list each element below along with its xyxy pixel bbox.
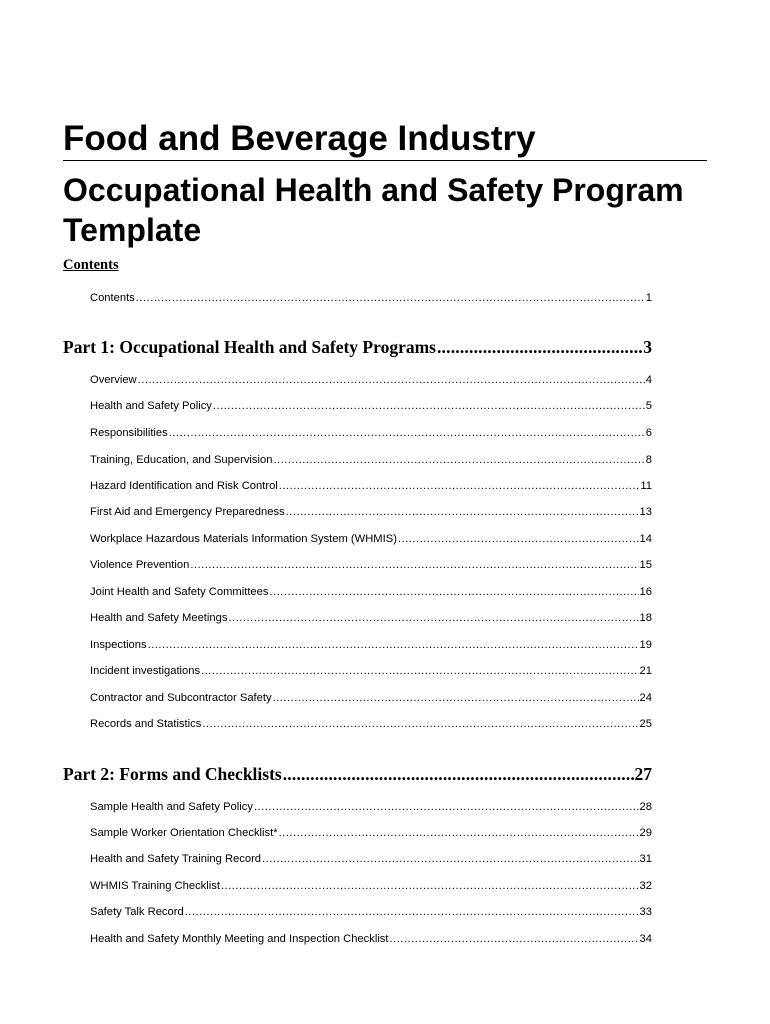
toc-entry[interactable] <box>90 586 652 598</box>
toc-page-number: 25 <box>639 718 652 730</box>
toc-leader-dots <box>190 559 638 571</box>
toc-entry[interactable] <box>90 506 652 518</box>
toc-page-number: 6 <box>645 427 652 439</box>
toc-entry-label: Safety Talk Record <box>90 906 184 918</box>
toc-entry-label: Records and Statistics <box>90 718 202 730</box>
toc-leader-dots <box>136 292 645 304</box>
toc-entry[interactable] <box>90 559 652 571</box>
toc-leader-dots <box>273 692 639 704</box>
toc-leader-dots <box>213 400 645 412</box>
toc-leader-dots <box>437 337 642 358</box>
toc-entry-label: Sample Worker Orientation Checklist* <box>90 827 278 839</box>
toc-page-number: 4 <box>645 374 652 386</box>
toc-leader-dots <box>262 853 639 865</box>
toc-part-label: Part 2: Forms and Checklists <box>63 764 282 784</box>
toc-entry-label: WHMIS Training Checklist <box>90 880 220 892</box>
toc-part-1[interactable] <box>63 337 652 358</box>
toc-entry[interactable] <box>90 427 652 439</box>
toc-entry-label: Training, Education, and Supervision <box>90 454 273 466</box>
toc-entry[interactable] <box>90 933 652 945</box>
toc-page-number: 21 <box>639 665 652 677</box>
contents-heading: Contents <box>63 257 119 273</box>
toc-entry-label: First Aid and Emergency Preparedness <box>90 506 285 518</box>
toc-entry-label: Health and Safety Policy <box>90 400 212 412</box>
toc-entry[interactable] <box>90 665 652 677</box>
toc-page-number: 33 <box>639 906 652 918</box>
toc-entry[interactable] <box>90 692 652 704</box>
toc-entry-label: Hazard Identification and Risk Control <box>90 480 278 492</box>
toc-page-number: 8 <box>645 454 652 466</box>
toc-entry-label: Sample Health and Safety Policy <box>90 801 253 813</box>
toc-page-number: 27 <box>634 764 652 784</box>
toc-leader-dots <box>138 374 645 386</box>
toc-page-number: 29 <box>639 827 652 839</box>
toc-leader-dots <box>283 764 634 785</box>
document-title: Food and Beverage Industry <box>63 118 707 161</box>
toc-leader-dots <box>148 639 639 651</box>
toc-leader-dots <box>269 586 638 598</box>
toc-page-number: 16 <box>639 586 652 598</box>
toc-entry-label: Joint Health and Safety Committees <box>90 586 269 598</box>
toc-page-number: 18 <box>639 612 652 624</box>
toc-entry[interactable] <box>90 612 652 624</box>
toc-entry[interactable] <box>90 906 652 918</box>
toc-page-number: 11 <box>640 480 652 492</box>
toc-entry-contents[interactable] <box>90 292 652 304</box>
toc-leader-dots <box>390 933 639 945</box>
toc-entry[interactable] <box>90 374 652 386</box>
toc-entry[interactable] <box>90 853 652 865</box>
toc-page-number: 19 <box>639 639 652 651</box>
toc-entry[interactable] <box>90 827 652 839</box>
toc-part-2[interactable] <box>63 764 652 785</box>
toc-page-number: 5 <box>645 400 652 412</box>
toc-entry-label: Health and Safety Monthly Meeting and Inspection Checklist <box>90 933 389 945</box>
toc-leader-dots <box>254 801 639 813</box>
toc-entry-label: Contractor and Subcontractor Safety <box>90 692 272 704</box>
toc-entry-label: Health and Safety Meetings <box>90 612 228 624</box>
toc-page-number: 13 <box>639 506 652 518</box>
toc-entry-label: Contents <box>90 292 135 304</box>
toc-page-number: 31 <box>639 853 652 865</box>
toc-leader-dots <box>228 612 638 624</box>
toc-page-number: 1 <box>645 292 652 304</box>
toc-entry[interactable] <box>90 801 652 813</box>
toc-leader-dots <box>279 480 640 492</box>
toc-leader-dots <box>202 718 638 730</box>
toc-entry[interactable] <box>90 533 652 545</box>
toc-entry[interactable] <box>90 718 652 730</box>
toc-leader-dots <box>273 454 644 466</box>
toc-page-number: 34 <box>639 933 652 945</box>
toc-entry[interactable] <box>90 480 652 492</box>
toc-page-number: 28 <box>639 801 652 813</box>
toc-leader-dots <box>169 427 645 439</box>
toc-leader-dots <box>286 506 639 518</box>
toc-entry[interactable] <box>90 400 652 412</box>
toc-leader-dots <box>279 827 639 839</box>
toc-page-number: 15 <box>639 559 652 571</box>
toc-entry-label: Violence Prevention <box>90 559 190 571</box>
toc-entry[interactable] <box>90 454 652 466</box>
toc-page-number: 32 <box>639 880 652 892</box>
toc-leader-dots <box>201 665 638 677</box>
toc-page-number: 14 <box>639 533 652 545</box>
toc-leader-dots <box>398 533 639 545</box>
toc-leader-dots <box>185 906 639 918</box>
toc-entry[interactable] <box>90 880 652 892</box>
toc-entry-label: Overview <box>90 374 137 386</box>
toc-entry-label: Workplace Hazardous Materials Information System (WHMIS) <box>90 533 397 545</box>
toc-page-number: 3 <box>643 337 652 357</box>
toc-entry-label: Incident investigations <box>90 665 201 677</box>
toc-entry-label: Inspections <box>90 639 147 651</box>
toc-leader-dots <box>221 880 639 892</box>
toc-entry[interactable] <box>90 639 652 651</box>
toc-part-label: Part 1: Occupational Health and Safety Programs <box>63 337 436 357</box>
toc-entry-label: Health and Safety Training Record <box>90 853 262 865</box>
toc-entry-label: Responsibilities <box>90 427 168 439</box>
toc-page-number: 24 <box>639 692 652 704</box>
document-subtitle: Occupational Health and Safety Program Template <box>63 172 684 248</box>
